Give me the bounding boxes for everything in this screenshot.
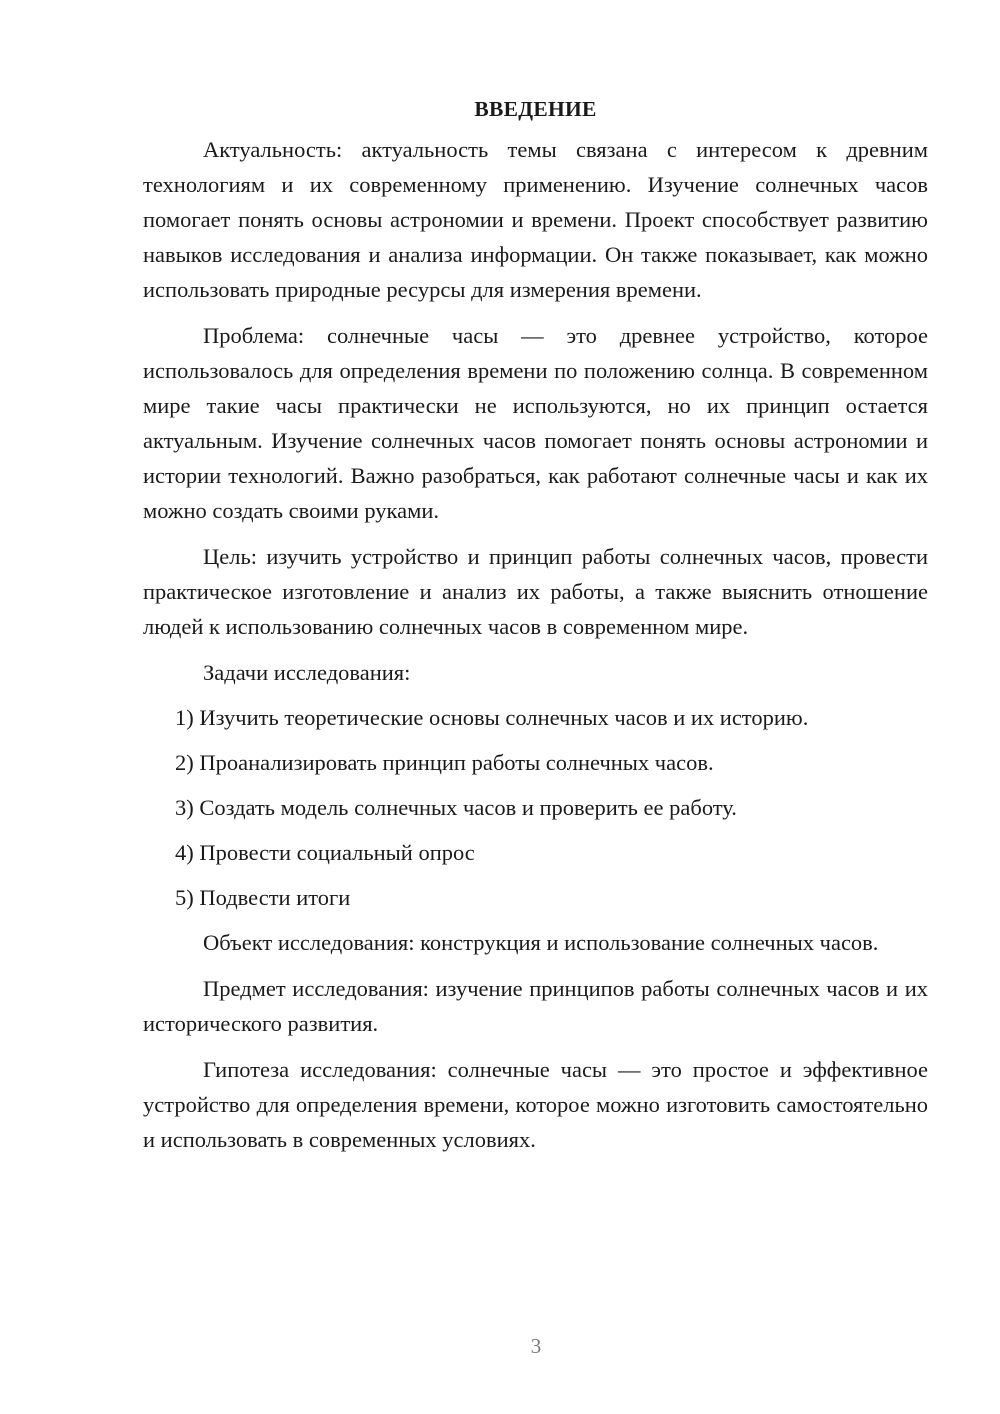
task-item: 2) Проанализировать принцип работы солнечных часов. <box>175 750 714 775</box>
paragraph-problem: Проблема: солнечные часы — это древнее устройство, которое использовалось для определения времени по положению солнца. В современном мире такие часы практически не используются, но их принцип остается актуальным. Изучение солнечных часов помогает понять основы астрономии и истории технологий. Важно разобраться, как работают солнечные часы и как их можно создать своими руками. <box>143 323 928 523</box>
page-title: ВВЕДЕНИЕ <box>474 97 597 121</box>
task-item: 3) Создать модель солнечных часов и проверить ее работу. <box>175 795 737 820</box>
page-content <box>143 92 928 1168</box>
paragraph-hypothesis: Гипотеза исследования: солнечные часы — это простое и эффективное устройство для определения времени, которое можно изготовить самостоятельно и использовать в современных условиях. <box>143 1057 928 1152</box>
task-item: 4) Провести социальный опрос <box>175 840 475 865</box>
tasks-heading: Задачи исследования: <box>203 660 411 685</box>
paragraph-subject: Предмет исследования: изучение принципов работы солнечных часов и их исторического развития. <box>143 976 928 1036</box>
page-number: 3 <box>530 1334 542 1358</box>
paragraph-goal: Цель: изучить устройство и принцип работы солнечных часов, провести практическое изготовление и анализ их работы, а также выяснить отношение людей к использованию солнечных часов в современном мире. <box>143 544 928 639</box>
task-item: 1) Изучить теоретические основы солнечных часов и их историю. <box>175 705 809 730</box>
task-item: 5) Подвести итоги <box>175 885 351 910</box>
paragraph-relevance: Актуальность: актуальность темы связана с интересом к древним технологиям и их современному применению. Изучение солнечных часов помогает понять основы астрономии и времени. Проект способствует развитию навыков исследования и анализа информации. Он также показывает, как можно использовать природные ресурсы для измерения времени. <box>143 137 928 302</box>
paragraph-object: Объект исследования: конструкция и использование солнечных часов. <box>203 930 879 955</box>
tasks-list <box>143 700 928 915</box>
